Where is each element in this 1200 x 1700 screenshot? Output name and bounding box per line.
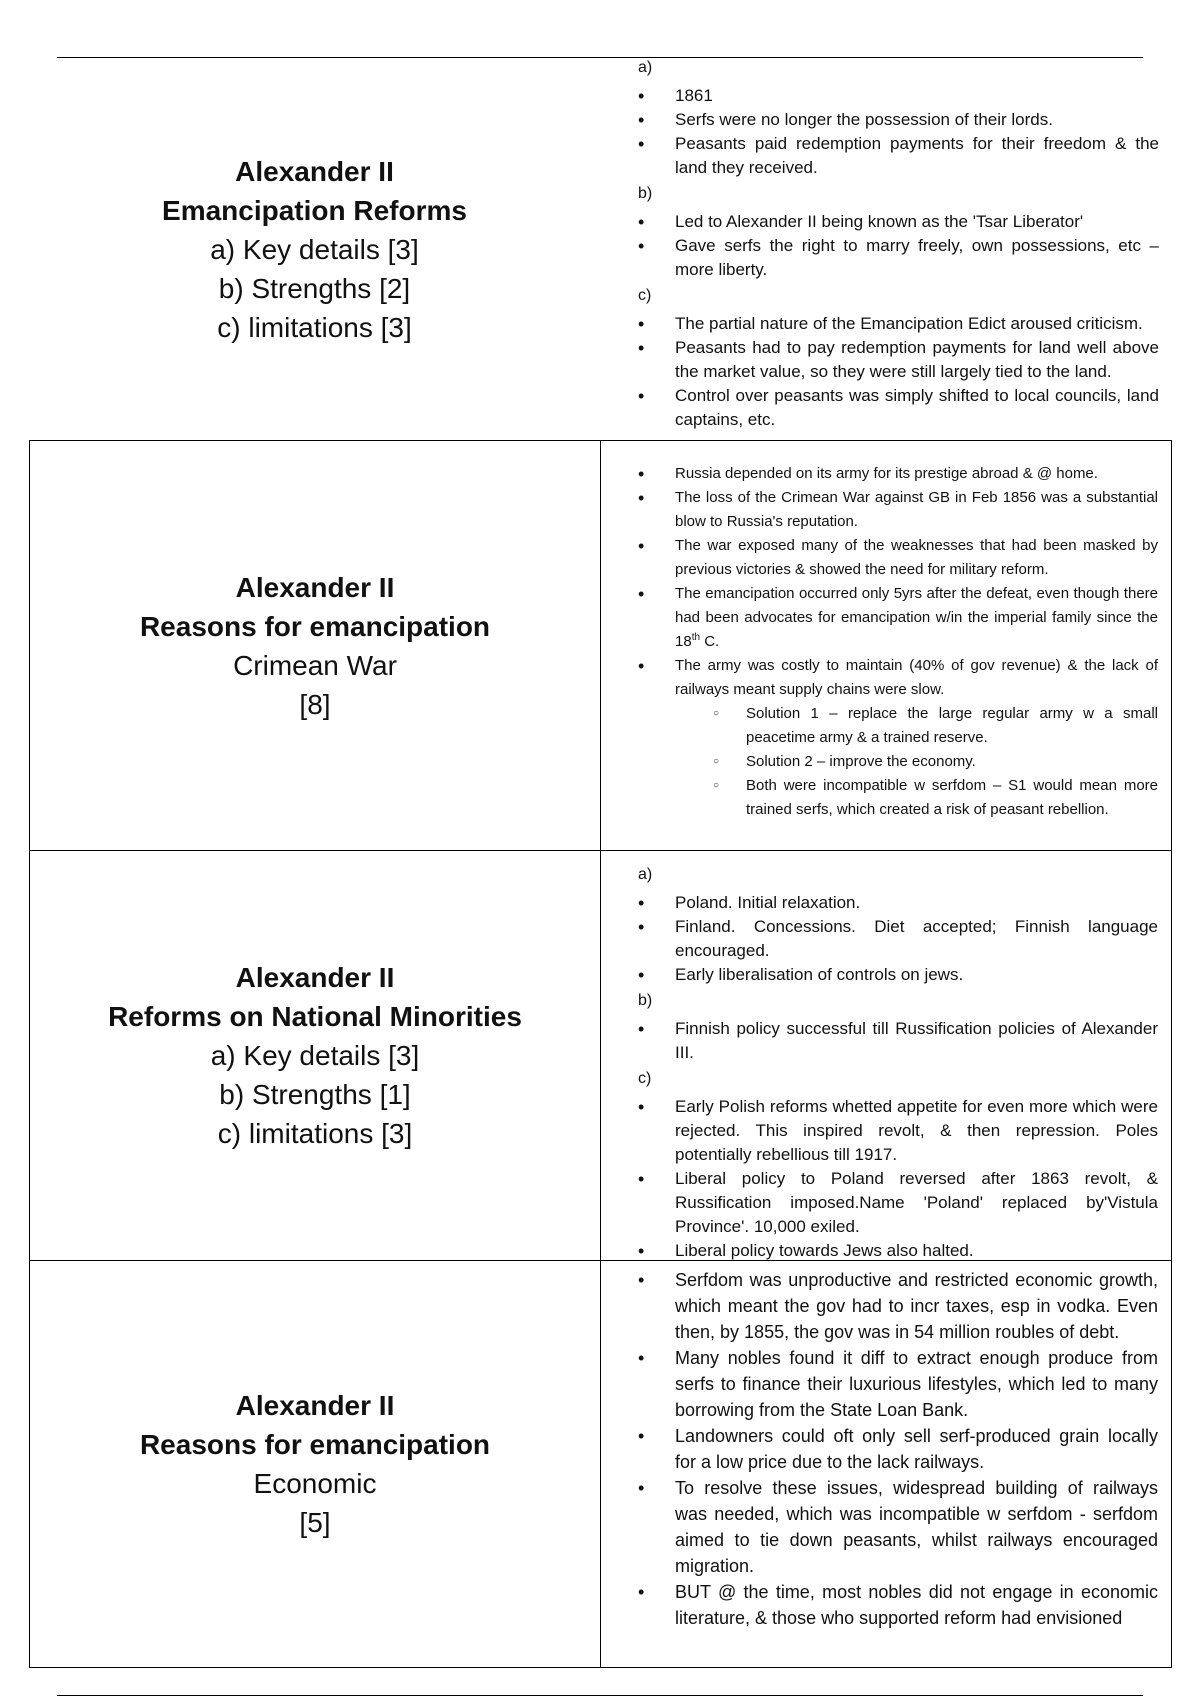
list-item: • Poland. Initial relaxation. (600, 891, 1158, 915)
question-part: [8] (299, 688, 331, 720)
list-item: • Led to Alexander II being known as the 'Tsar Liberator' (600, 210, 1159, 234)
answer-cell (600, 1261, 1171, 1667)
question-part: a) Key details [3] (210, 1040, 420, 1071)
list-item: • Peasants had to pay redemption payments for land well above the market value, so they were still largely tied to the land. (600, 336, 1159, 384)
row-crimean-war (29, 440, 1172, 851)
list-item: • Control over peasants was simply shifted to local councils, land captains, etc. (600, 384, 1159, 432)
answer-cell (600, 58, 1172, 440)
list-item: • Liberal policy towards Jews also halted. (600, 1239, 1158, 1260)
section-label: b) (638, 992, 653, 1009)
question-title: Alexander II (235, 155, 394, 187)
question-part: c) limitations [3] (217, 1118, 413, 1149)
ordinal-suffix: th (691, 632, 701, 643)
list-item: • Gave serfs the right to marry freely, own possessions, etc – more liberty. (600, 234, 1159, 282)
list-item: • Early liberalisation of controls on jews. (600, 963, 1158, 987)
list-item (600, 582, 1158, 654)
answer-cell (600, 441, 1171, 850)
list-item: • Serfs were no longer the possession of their lords. (600, 108, 1159, 132)
question-cell (30, 1261, 601, 1667)
row-emancipation-reforms (0, 58, 1200, 440)
list-item: • Many nobles found it diff to extract enough produce from serfs to finance their luxurious lifestyles, which led to many borrowing from the State Loan Bank. (600, 1345, 1158, 1423)
question-topic: Reasons for emancipation (139, 610, 491, 642)
list-item: • Finnish policy successful till Russification policies of Alexander III. (600, 1017, 1158, 1065)
list-item: • Russia depended on its army for its prestige abroad & @ home. (600, 462, 1158, 486)
question-part: Crimean War (233, 649, 397, 681)
question-topic: Reasons for emancipation (139, 1429, 491, 1460)
question-part: a) Key details [3] (210, 233, 419, 265)
question-title: Alexander II (235, 571, 395, 603)
section-label: c) (638, 1070, 652, 1087)
question-part: c) limitations [3] (217, 311, 412, 343)
sub-list-item: ○ Solution 1 – replace the large regular army w a small peacetime army & a trained reserve. (600, 702, 1158, 750)
question-part: b) Strengths [2] (218, 272, 411, 304)
row-national-minorities (29, 850, 1172, 1261)
question-part: Economic (253, 1468, 377, 1499)
list-item: • Early Polish reforms whetted appetite for even more which were rejected. This inspired revolt, & then repression. Poles potentially rebellious till 1917. (600, 1095, 1158, 1167)
section-label: b) (638, 185, 653, 202)
list-item: • To resolve these issues, widespread building of railways was needed, which was incompatible w serfdom - serfdom aimed to tie down peasants, whilst railways encouraged migration. (600, 1475, 1158, 1579)
answer-cell (600, 851, 1171, 1260)
list-item: • The partial nature of the Emancipation Edict aroused criticism. (600, 312, 1159, 336)
sub-list-item: ○ Both were incompatible w serfdom – S1 would mean more trained serfs, which created a risk of peasant rebellion. (600, 774, 1158, 822)
question-cell (29, 58, 600, 440)
item-text: The emancipation occurred only 5yrs after the defeat, even though there had been advocates for emancipation w/in the imperial family since the 18 (675, 585, 1158, 650)
section-label: a) (638, 59, 653, 76)
section-label: c) (638, 287, 652, 304)
list-item: • Finland. Concessions. Diet accepted; Finnish language encouraged. (600, 915, 1158, 963)
question-topic: Reforms on National Minorities (108, 1001, 522, 1032)
question-part: b) Strengths [1] (219, 1079, 411, 1110)
sub-list-item: ○ Solution 2 – improve the economy. (600, 750, 1158, 774)
list-item: • 1861 (600, 84, 1159, 108)
question-title: Alexander II (235, 1390, 395, 1421)
list-item: • The army was costly to maintain (40% of gov revenue) & the lack of railways meant supply chains were slow. (600, 654, 1158, 702)
list-item: • The loss of the Crimean War against GB in Feb 1856 was a substantial blow to Russia's reputation. (600, 486, 1158, 534)
list-item: • Landowners could oft only sell serf-produced grain locally for a low price due to the lack railways. (600, 1423, 1158, 1475)
row-economic (29, 1260, 1172, 1668)
list-item: • Peasants paid redemption payments for their freedom & the land they received. (600, 132, 1159, 180)
list-item: • The war exposed many of the weaknesses that had been masked by previous victories & showed the need for military reform. (600, 534, 1158, 582)
question-title: Alexander II (235, 962, 395, 993)
question-cell (30, 441, 601, 850)
bottom-rule (57, 1695, 1143, 1696)
question-part: [5] (299, 1507, 331, 1538)
list-item: • BUT @ the time, most nobles did not engage in economic literature, & those who supported reform had envisioned (600, 1579, 1158, 1631)
question-topic: Emancipation Reforms (162, 194, 467, 226)
question-cell (30, 851, 601, 1260)
list-item: • Liberal policy to Poland reversed after 1863 revolt, & Russification imposed.Name 'Poland' replaced by'Vistula Province'. 10,000 exiled. (600, 1167, 1158, 1239)
item-text: C. (700, 633, 720, 650)
list-item: • Serfdom was unproductive and restricted economic growth, which meant the gov had to incr taxes, esp in vodka. Even then, by 1855, the gov was in 54 million roubles of debt. (600, 1267, 1158, 1345)
section-label: a) (638, 866, 653, 883)
